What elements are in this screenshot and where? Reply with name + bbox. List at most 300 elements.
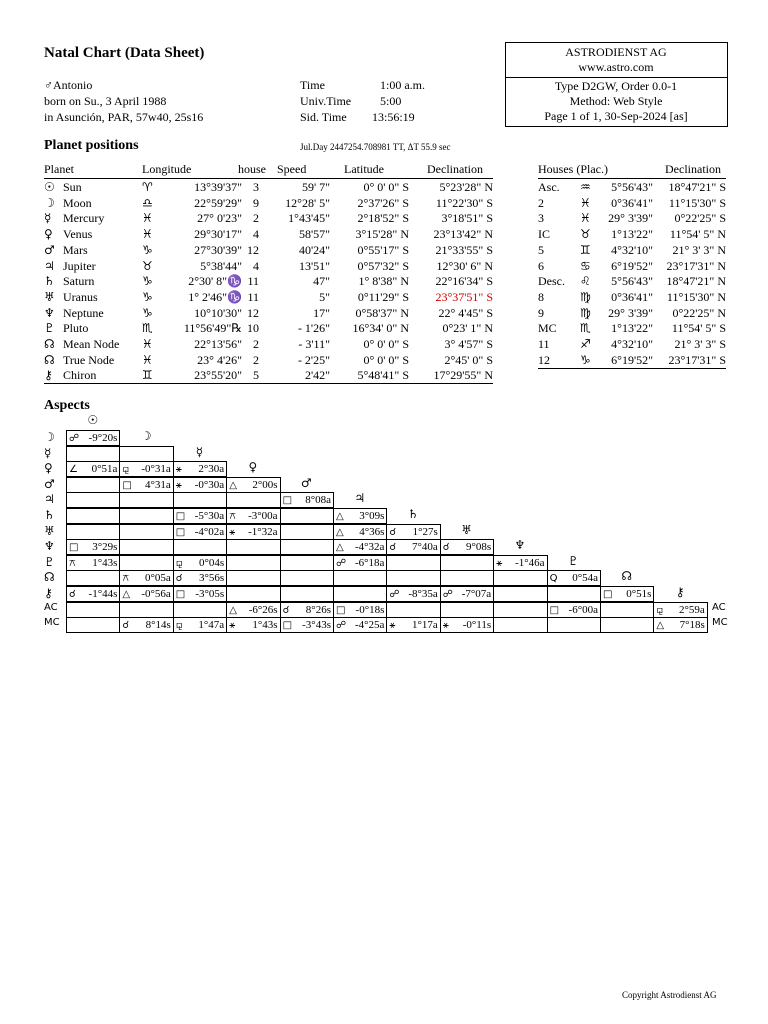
- aspect-cell: [66, 555, 120, 571]
- aspect-glyph-icon: △: [122, 589, 131, 600]
- house-longitude: 1°13'22": [611, 321, 653, 336]
- house-name: 2: [538, 195, 544, 210]
- aspect-cell: [280, 492, 334, 508]
- house-longitude: 0°36'41": [611, 195, 653, 210]
- house-declination: 21° 3' 3" S: [674, 337, 726, 351]
- aspect-cell: [280, 602, 334, 618]
- aspect-cell: [66, 492, 120, 508]
- aspect-glyph-icon: △: [336, 526, 344, 538]
- planet-house: 2: [253, 337, 259, 351]
- aspect-cell: [280, 539, 334, 555]
- time-value: 1:00 a.m.: [380, 78, 425, 92]
- house-name: 12: [538, 352, 550, 367]
- aspect-cell: [386, 539, 440, 555]
- aspect-col-icon: ♆: [514, 538, 526, 553]
- aspect-cell: [119, 602, 173, 618]
- planet-latitude: 0° 0' 0" S: [363, 352, 409, 367]
- aspect-glyph-icon: △: [656, 620, 665, 632]
- aspect-cell: [66, 539, 120, 555]
- planet-speed: 58'57": [298, 227, 330, 242]
- planet-declination: 12°30' 6" N: [436, 258, 493, 273]
- aspect-glyph-icon: ☌: [442, 542, 450, 554]
- planet-symbol-icon: ♆: [44, 305, 55, 320]
- aspect-row-label: MC: [44, 617, 60, 629]
- aspect-orb: -0°11s: [462, 619, 492, 632]
- aspect-cell: [280, 524, 334, 540]
- aspect-cell: [66, 617, 120, 633]
- aspect-row-label: ☊: [44, 570, 55, 585]
- aspect-cell: [493, 617, 547, 633]
- aspect-cell: [226, 539, 280, 555]
- aspect-orb: 3°29s: [92, 541, 118, 554]
- planet-house: 4: [253, 258, 259, 273]
- aspect-orb: 8°26s: [305, 603, 331, 616]
- aspect-glyph-icon: △: [229, 479, 237, 491]
- aspect-cell: [119, 508, 173, 524]
- aspect-glyph-icon: □: [175, 511, 186, 522]
- aspect-col-icon: ☊: [621, 569, 633, 584]
- aspect-orb: -6°00a: [568, 603, 598, 616]
- aspect-row-label: AC: [44, 601, 58, 613]
- aspect-orb: 8°14s: [145, 619, 171, 632]
- aspect-cell: [173, 477, 227, 493]
- aspect-glyph-icon: ☍: [336, 620, 347, 632]
- aspect-col-icon: ☉: [87, 413, 99, 428]
- house-name: 11: [538, 337, 550, 351]
- aspect-cell: [173, 508, 227, 524]
- house-name: 8: [538, 289, 544, 304]
- chart-type: Type D2GW, Order 0.0-1: [554, 79, 678, 93]
- planet-name: Jupiter: [63, 258, 96, 273]
- planet-latitude: 0°55'17" S: [357, 242, 409, 257]
- planet-symbol-icon: ♄: [44, 274, 55, 289]
- zodiac-sign-icon: ♓: [142, 211, 153, 226]
- aspect-cell: [280, 570, 334, 586]
- aspect-glyph-icon: ⚻: [229, 511, 236, 522]
- aspect-orb: 3°56s: [199, 572, 225, 585]
- planets-bottom-rule: [44, 383, 493, 384]
- house-declination: 21° 3' 3" N: [672, 242, 726, 257]
- house-name: 5: [538, 242, 544, 257]
- planet-house: 12: [247, 242, 259, 257]
- aspect-cell: [66, 477, 120, 493]
- aspect-cell: [173, 617, 227, 633]
- house-declination: 0°22'25" S: [674, 211, 726, 226]
- aspect-glyph-icon: ⚼: [122, 464, 130, 476]
- aspect-cell: [119, 446, 173, 462]
- aspect-row-label: ♇: [44, 554, 55, 569]
- planet-latitude: 0° 0' 0" S: [363, 180, 409, 194]
- aspect-cell: [173, 461, 227, 477]
- planet-declination: 2°45' 0" S: [444, 352, 493, 367]
- aspect-orb: -0°31a: [141, 463, 171, 476]
- aspect-cell: [119, 524, 173, 540]
- aspect-orb: -9°20s: [88, 432, 118, 444]
- aspect-cell: [333, 586, 387, 602]
- aspect-orb: 1°17a: [412, 619, 438, 632]
- aspect-glyph-icon: ☌: [282, 604, 290, 616]
- aspect-col-icon: ☿: [195, 444, 204, 459]
- aspect-glyph-icon: ☌: [175, 573, 183, 585]
- aspect-glyph-icon: △: [336, 542, 344, 554]
- planet-name: Sun: [63, 180, 82, 194]
- house-declination: 11°15'30" N: [666, 289, 726, 304]
- aspect-orb: -4°02a: [194, 525, 225, 538]
- planet-speed: 1°43'45": [288, 211, 330, 226]
- aspect-orb: 1°47a: [198, 619, 225, 632]
- planet-declination: 22° 4'45" S: [438, 305, 493, 320]
- aspects-title: Aspects: [44, 398, 90, 413]
- planet-speed: - 3'11": [298, 337, 330, 351]
- planet-name: True Node: [63, 352, 115, 367]
- planet-symbol-icon: ☊: [44, 337, 55, 351]
- aspect-glyph-icon: Q: [549, 573, 558, 585]
- planet-name: Pluto: [63, 321, 89, 336]
- col-latitude: Latitude: [344, 162, 384, 176]
- planet-declination: 22°16'34" S: [435, 274, 493, 289]
- aspect-orb: -6°26s: [248, 603, 278, 616]
- aspect-glyph-icon: ⚼: [175, 620, 183, 632]
- aspect-cell: [226, 492, 280, 508]
- planet-name: Neptune: [63, 305, 104, 320]
- aspect-orb: 0°51a: [91, 463, 118, 476]
- planet-house: 10: [247, 321, 259, 336]
- aspect-cell: [226, 477, 280, 493]
- planet-longitude: 13°39'37": [194, 180, 242, 194]
- aspect-orb: 2°59a: [679, 603, 705, 616]
- col-speed: Speed: [277, 162, 307, 176]
- aspect-cell: [226, 602, 280, 618]
- planet-declination: 5°23'28" N: [439, 180, 493, 194]
- aspect-col-icon: ☽: [140, 429, 152, 443]
- aspect-glyph-icon: ⚹: [229, 526, 236, 538]
- aspect-orb: 9°08s: [466, 541, 492, 554]
- aspect-cell: [547, 586, 601, 602]
- planet-latitude: 16°34' 0" N: [352, 321, 409, 336]
- planet-symbol-icon: ☉: [44, 180, 55, 194]
- planet-speed: 47": [313, 274, 330, 289]
- zodiac-sign-icon: ♍: [580, 289, 591, 304]
- aspect-glyph-icon: ☍: [389, 589, 400, 600]
- zodiac-sign-icon: ♐: [580, 337, 591, 351]
- aspect-col-icon: ♀: [248, 460, 258, 475]
- aspect-glyph-icon: ⚹: [496, 557, 503, 569]
- planet-house: 2: [253, 352, 259, 367]
- aspect-cell: [119, 539, 173, 555]
- aspect-cell: [547, 602, 601, 618]
- planet-speed: 5": [319, 289, 330, 304]
- planet-speed: 59' 7": [301, 180, 330, 194]
- aspect-cell: [440, 617, 494, 633]
- col-longitude: Longitude: [142, 162, 192, 176]
- aspect-cell: [226, 617, 280, 633]
- aspect-right-label-mc: MC: [712, 617, 728, 629]
- planet-house: 3: [253, 180, 259, 194]
- aspect-cell: [386, 586, 440, 602]
- aspect-col-icon: ♃: [354, 491, 366, 506]
- aspect-cell: [66, 446, 120, 462]
- planet-latitude: 3°15'28" N: [355, 227, 409, 242]
- zodiac-sign-icon: ♌: [580, 274, 591, 289]
- planet-longitude: 5°38'44": [200, 258, 242, 273]
- zodiac-sign-icon: ♍: [580, 305, 591, 320]
- aspect-orb: -5°30a: [194, 510, 225, 522]
- aspect-cell: [493, 586, 547, 602]
- aspect-cell: [226, 586, 280, 602]
- planet-symbol-icon: ♀: [44, 227, 53, 242]
- zodiac-sign-icon: ♓: [142, 337, 153, 351]
- aspect-row-label: ♅: [44, 523, 55, 538]
- planet-name: Venus: [63, 227, 93, 242]
- house-longitude: 29° 3'39": [608, 305, 653, 320]
- zodiac-sign-icon: ♎: [142, 195, 153, 210]
- aspect-orb: -3°05s: [195, 588, 225, 600]
- house-declination: 11°54' 5" N: [669, 227, 726, 242]
- zodiac-sign-icon: ♑: [142, 305, 153, 320]
- house-longitude: 4°32'10": [611, 242, 653, 257]
- aspect-cell: [333, 539, 387, 555]
- aspect-cell: [600, 617, 654, 633]
- aspect-cell: [493, 602, 547, 618]
- planet-longitude: 23° 4'26": [197, 352, 242, 367]
- aspect-cell: [66, 524, 120, 540]
- aspect-cell: [280, 508, 334, 524]
- planet-name: Mars: [63, 242, 88, 257]
- planet-declination: 3°18'51" S: [441, 211, 493, 226]
- zodiac-sign-icon: ♊: [580, 242, 591, 257]
- aspect-cell: [280, 586, 334, 602]
- planet-symbol-icon: ☽: [44, 195, 55, 210]
- planet-house: 4: [253, 227, 259, 242]
- aspect-row-label: ♆: [44, 539, 55, 554]
- aspect-glyph-icon: ☌: [69, 589, 76, 600]
- aspect-cell: [173, 524, 227, 540]
- col-planet: Planet: [44, 162, 74, 176]
- planet-name: Mercury: [63, 211, 105, 226]
- col-house: house: [238, 162, 266, 176]
- planet-longitude: 10°10'30": [194, 305, 242, 320]
- aspect-cell: [66, 430, 120, 446]
- aspect-glyph-icon: ☌: [122, 620, 130, 632]
- aspect-cell: [173, 555, 227, 571]
- aspect-glyph-icon: □: [175, 589, 186, 600]
- house-name: 3: [538, 211, 544, 226]
- col-house-declination: Declination: [665, 162, 721, 176]
- planet-symbol-icon: ♇: [44, 321, 55, 336]
- zodiac-sign-icon: ♋: [580, 258, 591, 273]
- aspect-orb: 0°05a: [145, 572, 171, 585]
- aspect-orb: 4°31a: [145, 478, 171, 491]
- zodiac-sign-icon: ♑: [580, 352, 591, 367]
- aspect-cell: [119, 570, 173, 586]
- aspect-cell: [226, 508, 280, 524]
- aspect-cell: [119, 555, 173, 571]
- planet-declination: 23°37'51" S: [435, 289, 493, 304]
- planet-latitude: 0°57'32" S: [357, 258, 409, 273]
- aspect-cell: [440, 555, 494, 571]
- zodiac-sign-icon: ♓: [580, 211, 591, 226]
- planet-house: 12: [247, 305, 259, 320]
- planet-symbol-icon: ☿: [44, 211, 52, 226]
- aspect-cell: [653, 617, 707, 633]
- aspect-cell: [386, 524, 440, 540]
- aspect-cell: [119, 586, 173, 602]
- aspect-orb: -6°18a: [354, 556, 385, 569]
- planet-declination: 21°33'55" S: [435, 242, 493, 257]
- planet-declination: 11°22'30" S: [435, 195, 493, 210]
- aspect-cell: [226, 555, 280, 571]
- aspect-cell: [173, 586, 227, 602]
- planet-house: 9: [253, 195, 259, 210]
- sidtime-label: Sid. Time: [300, 110, 347, 124]
- aspect-col-icon: ♅: [461, 522, 472, 537]
- planets-section-title: Planet positions: [44, 138, 139, 153]
- zodiac-sign-icon: ♊: [142, 368, 153, 383]
- aspect-cell: [280, 617, 334, 633]
- planet-longitude: 1° 2'46"♑: [188, 289, 242, 304]
- aspect-cell: [333, 555, 387, 571]
- zodiac-sign-icon: ♓: [142, 352, 153, 367]
- planet-declination: 23°13'42" N: [433, 227, 493, 242]
- zodiac-sign-icon: ♉: [142, 258, 153, 273]
- planet-symbol-icon: ⚷: [44, 368, 53, 383]
- zodiac-sign-icon: ♑: [142, 274, 153, 289]
- house-declination: 11°54' 5" S: [671, 321, 726, 336]
- aspect-glyph-icon: ⚹: [175, 479, 182, 491]
- planet-symbol-icon: ♂: [44, 242, 55, 257]
- aspect-cell: [333, 524, 387, 540]
- aspect-orb: -4°32a: [354, 541, 385, 554]
- aspect-cell: [119, 492, 173, 508]
- company-name: ASTRODIENST AG: [565, 45, 667, 59]
- aspect-orb: 7°40a: [412, 541, 438, 554]
- aspect-row-label: ♄: [44, 508, 55, 522]
- planet-house: 2: [253, 211, 259, 226]
- aspect-cell: [333, 508, 387, 524]
- aspect-orb: 3°09s: [359, 510, 385, 522]
- col-houses: Houses (Plac.): [538, 162, 608, 176]
- zodiac-sign-icon: ♈: [142, 180, 153, 194]
- aspect-cell: [66, 461, 120, 477]
- house-declination: 18°47'21" S: [668, 180, 726, 194]
- house-longitude: 5°56'43": [611, 180, 653, 194]
- zodiac-sign-icon: ♉: [580, 227, 591, 242]
- aspect-col-icon: ⚷: [675, 585, 685, 599]
- company-box-divider: [505, 77, 727, 78]
- planet-symbol-icon: ♃: [44, 258, 55, 273]
- aspect-glyph-icon: □: [603, 589, 613, 600]
- aspect-orb: -3°00a: [248, 510, 278, 522]
- aspect-glyph-icon: ⚼: [175, 557, 183, 569]
- aspect-cell: [600, 586, 654, 602]
- col-declination: Declination: [427, 162, 483, 176]
- zodiac-sign-icon: ♑: [142, 242, 153, 257]
- house-name: Asc.: [538, 180, 560, 194]
- house-name: IC: [538, 227, 550, 242]
- house-name: Desc.: [538, 274, 565, 289]
- zodiac-sign-icon: ♏: [142, 321, 153, 336]
- aspect-col-icon: ♇: [567, 553, 579, 568]
- aspect-cell: [66, 508, 120, 524]
- aspect-glyph-icon: □: [69, 542, 79, 554]
- planet-speed: 2'42": [304, 368, 330, 383]
- planet-declination: 17°29'55" N: [433, 368, 493, 383]
- planet-speed: 17": [313, 305, 330, 320]
- utime-value: 5:00: [380, 94, 402, 108]
- aspect-glyph-icon: △: [229, 604, 237, 616]
- planet-name: Mean Node: [63, 337, 120, 351]
- aspect-orb: 7°18s: [679, 619, 705, 632]
- aspect-orb: 1°43s: [252, 619, 278, 632]
- house-declination: 11°15'30" S: [668, 195, 726, 210]
- aspect-glyph-icon: ☍: [442, 589, 453, 600]
- planet-house: 11: [247, 289, 259, 304]
- aspect-glyph-icon: ☌: [389, 526, 397, 538]
- planet-latitude: 1° 8'38" N: [358, 274, 409, 289]
- planet-longitude: 27° 0'23": [197, 211, 242, 226]
- aspect-glyph-icon: ⚹: [442, 620, 449, 632]
- chart-method: Method: Web Style: [569, 94, 663, 108]
- aspect-row-label: ♂: [44, 476, 55, 491]
- aspect-glyph-icon: □: [175, 526, 186, 538]
- planets-header-rule: [44, 178, 493, 179]
- aspect-orb: -4°25a: [354, 619, 385, 632]
- aspect-cell: [440, 570, 494, 586]
- aspect-cell: [386, 570, 440, 586]
- aspect-glyph-icon: □: [122, 479, 132, 491]
- aspect-cell: [440, 586, 494, 602]
- planet-longitude: 22°59'29": [194, 195, 242, 210]
- house-longitude: 5°56'43": [611, 274, 653, 289]
- aspect-right-label-ac: AC: [712, 601, 726, 613]
- aspect-orb: 0°51s: [626, 588, 652, 600]
- planet-speed: 40'24": [298, 242, 330, 257]
- aspect-cell: [119, 617, 173, 633]
- planet-longitude: 2°30' 8"♑: [188, 274, 242, 289]
- aspect-col-icon: ♂: [300, 475, 312, 490]
- aspect-cell: [66, 602, 120, 618]
- aspect-orb: 4°36s: [359, 525, 385, 538]
- house-longitude: 0°36'41": [611, 289, 653, 304]
- planet-latitude: 0°11'29" S: [357, 289, 409, 304]
- house-longitude: 29° 3'39": [608, 211, 653, 226]
- aspect-glyph-icon: ∠: [69, 464, 78, 476]
- zodiac-sign-icon: ♑: [142, 289, 153, 304]
- aspect-cell: [226, 524, 280, 540]
- planet-longitude: 23°55'20": [194, 368, 242, 383]
- aspect-orb: 8°08a: [305, 494, 331, 507]
- aspect-glyph-icon: ☍: [69, 433, 80, 444]
- aspect-glyph-icon: △: [336, 511, 344, 522]
- aspect-cell: [653, 602, 707, 618]
- aspect-row-label: ☽: [44, 430, 55, 444]
- company-url: www.astro.com: [578, 60, 654, 74]
- aspect-cell: [440, 602, 494, 618]
- aspect-orb: 2°00s: [252, 478, 278, 491]
- aspect-cell: [547, 570, 601, 586]
- planet-declination: 0°23' 1" N: [442, 321, 493, 336]
- aspect-orb: -1°32a: [248, 525, 278, 538]
- page-title: Natal Chart (Data Sheet): [44, 45, 205, 61]
- aspect-orb: -0°30a: [194, 478, 225, 491]
- time-label: Time: [300, 78, 325, 92]
- planet-name: Moon: [63, 195, 92, 210]
- aspect-cell: [440, 539, 494, 555]
- aspect-orb: -0°56a: [141, 588, 171, 600]
- planet-latitude: 2°18'52" S: [357, 211, 409, 226]
- aspect-cell: [333, 617, 387, 633]
- planet-latitude: 2°37'26" S: [357, 195, 409, 210]
